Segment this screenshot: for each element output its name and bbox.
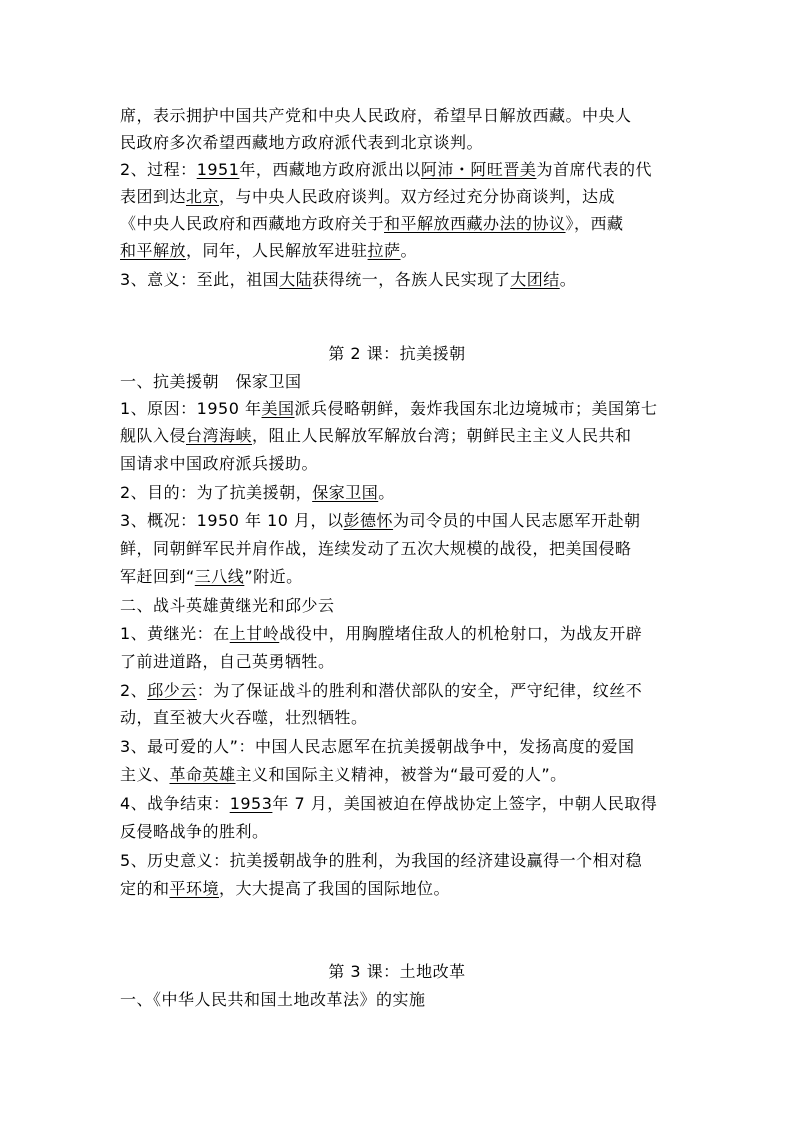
paragraph-line bbox=[120, 820, 269, 844]
text: 了前进道路，自己英勇牺牲。 bbox=[120, 652, 335, 671]
underlined-text: 平环境 bbox=[169, 879, 220, 898]
underlined-text: 北京 bbox=[186, 187, 220, 206]
underlined-text: 大陆 bbox=[279, 270, 313, 289]
paragraph-line bbox=[120, 397, 658, 421]
text: 获得统一，各族人民实现了 bbox=[312, 270, 511, 289]
text: 战役中，用胸膛堵住敌人的机枪射口，为战友开辟 bbox=[279, 624, 643, 643]
text: 动，直至被大火吞噬，壮烈牺牲。 bbox=[120, 708, 368, 727]
underlined-text: 和平解放西藏办法的协议 bbox=[384, 214, 566, 233]
paragraph-line bbox=[120, 763, 567, 787]
text: 。 bbox=[400, 241, 418, 260]
paragraph-line bbox=[120, 537, 632, 561]
text: 席，表示拥护中国共产党和中央人民政府，希望早日解放西藏。中央人 bbox=[120, 106, 632, 125]
paragraph-line bbox=[120, 452, 318, 476]
text: 第 3 课：土地改革 bbox=[328, 962, 466, 981]
text: 鲜，同朝鲜军民并肩作战，连续发动了五次大规模的战役，把美国侵略 bbox=[120, 539, 632, 558]
paragraph-line bbox=[120, 158, 652, 182]
text: 主义、 bbox=[120, 765, 170, 784]
underlined-text: 美国 bbox=[261, 399, 295, 418]
text: 3、概况：1950 年 10 月，以 bbox=[120, 511, 344, 530]
text: 一、《中华人民共和国土地改革法》的实施 bbox=[120, 990, 426, 1009]
text: ：为了保证战斗的胜利和潜伏部队的安全，严守纪律，纹丝不 bbox=[196, 681, 643, 700]
text: 2、过程： bbox=[120, 160, 197, 179]
text: 2、目的：为了抗美援朝， bbox=[120, 483, 313, 502]
text: 民政府多次希望西藏地方政府派代表到北京谈判。 bbox=[120, 133, 484, 152]
text: ，大大提高了我国的国际地位。 bbox=[219, 879, 451, 898]
paragraph-line bbox=[120, 650, 335, 674]
text: 舰队入侵 bbox=[120, 426, 187, 445]
underlined-text: 台湾海峡 bbox=[186, 426, 253, 445]
underlined-text: 保家卫国 bbox=[312, 483, 379, 502]
text: ”附近。 bbox=[244, 567, 303, 586]
section-heading bbox=[120, 370, 302, 394]
text: 军赶回到“ bbox=[120, 567, 195, 586]
paragraph-line bbox=[120, 185, 615, 209]
text: 4、战争结束： bbox=[120, 794, 230, 813]
text: 一、抗美援朝 保家卫国 bbox=[120, 372, 302, 391]
text: 第 2 课：抗美援朝 bbox=[328, 344, 466, 363]
text: 2、 bbox=[120, 681, 148, 700]
text: 派兵侵略朝鲜，轰炸我国东北边境城市；美国第七 bbox=[294, 399, 658, 418]
text: 。 bbox=[378, 483, 395, 502]
text: 反侵略战争的胜利。 bbox=[120, 822, 269, 841]
underlined-text: 拉萨 bbox=[367, 241, 401, 260]
underlined-text: 上甘岭 bbox=[229, 624, 280, 643]
text: 为首席代表的代 bbox=[536, 160, 652, 179]
paragraph-line bbox=[120, 622, 642, 646]
text: 年，西藏地方政府派出以 bbox=[239, 160, 421, 179]
lesson-heading bbox=[0, 960, 794, 984]
section-heading bbox=[120, 988, 426, 1012]
paragraph-line bbox=[120, 877, 450, 901]
text: 3、最可爱的人”：中国人民志愿军在抗美援朝战争中，发扬高度的爱国 bbox=[120, 737, 635, 756]
paragraph-line bbox=[120, 212, 624, 236]
text: 1、黄继光：在 bbox=[120, 624, 230, 643]
text: 二、战斗英雄黄继光和邱少云 bbox=[120, 596, 335, 615]
text: 定的和 bbox=[120, 879, 170, 898]
text: 主义和国际主义精神，被誉为“最可爱的人”。 bbox=[235, 765, 567, 784]
underlined-text: 和平解放 bbox=[120, 241, 187, 260]
underlined-text: 彭德怀 bbox=[343, 511, 394, 530]
paragraph-line bbox=[120, 679, 642, 703]
paragraph-line bbox=[120, 104, 632, 128]
underlined-text: 阿沛・阿旺晋美 bbox=[420, 160, 537, 179]
text: 为司令员的中国人民志愿军开赴朝 bbox=[393, 511, 641, 530]
text: ，阻止人民解放军解放台湾；朝鲜民主主义人民共和 bbox=[252, 426, 632, 445]
text: 表团到达 bbox=[120, 187, 187, 206]
paragraph-line bbox=[120, 424, 632, 448]
paragraph-line bbox=[120, 792, 657, 816]
paragraph-line bbox=[120, 131, 483, 155]
paragraph-line bbox=[120, 481, 395, 505]
underlined-text: 三八线 bbox=[194, 567, 245, 586]
text: 》，西藏 bbox=[565, 214, 624, 233]
paragraph-line bbox=[120, 268, 576, 292]
text: 。 bbox=[559, 270, 577, 289]
text: 年 7 月，美国被迫在停战协定上签字，中朝人民取得 bbox=[272, 794, 658, 813]
underlined-text: 大团结 bbox=[510, 270, 560, 289]
section-heading bbox=[120, 594, 335, 618]
text: ，与中央人民政府谈判。双方经过充分协商谈判，达成 bbox=[219, 187, 616, 206]
text: 3、意义：至此，祖国 bbox=[120, 270, 280, 289]
paragraph-line bbox=[120, 849, 642, 873]
paragraph-line bbox=[120, 239, 417, 263]
paragraph-line bbox=[120, 735, 634, 759]
paragraph-line bbox=[120, 565, 303, 589]
text: 国请求中国政府派兵援助。 bbox=[120, 454, 319, 473]
text: 5、历史意义：抗美援朝战争的胜利，为我国的经济建设赢得一个相对稳 bbox=[120, 851, 643, 870]
underlined-text: 革命英雄 bbox=[169, 765, 236, 784]
text: 《中央人民政府和西藏地方政府关于 bbox=[120, 214, 385, 233]
paragraph-line bbox=[120, 706, 368, 730]
text: 1、原因：1950 年 bbox=[120, 399, 262, 418]
lesson-heading bbox=[0, 342, 794, 366]
text: ，同年，人民解放军进驻 bbox=[186, 241, 368, 260]
underlined-text: 1951 bbox=[196, 160, 240, 179]
underlined-text: 邱少云 bbox=[147, 681, 197, 700]
paragraph-line bbox=[120, 509, 641, 533]
underlined-text: 1953 bbox=[229, 794, 273, 813]
